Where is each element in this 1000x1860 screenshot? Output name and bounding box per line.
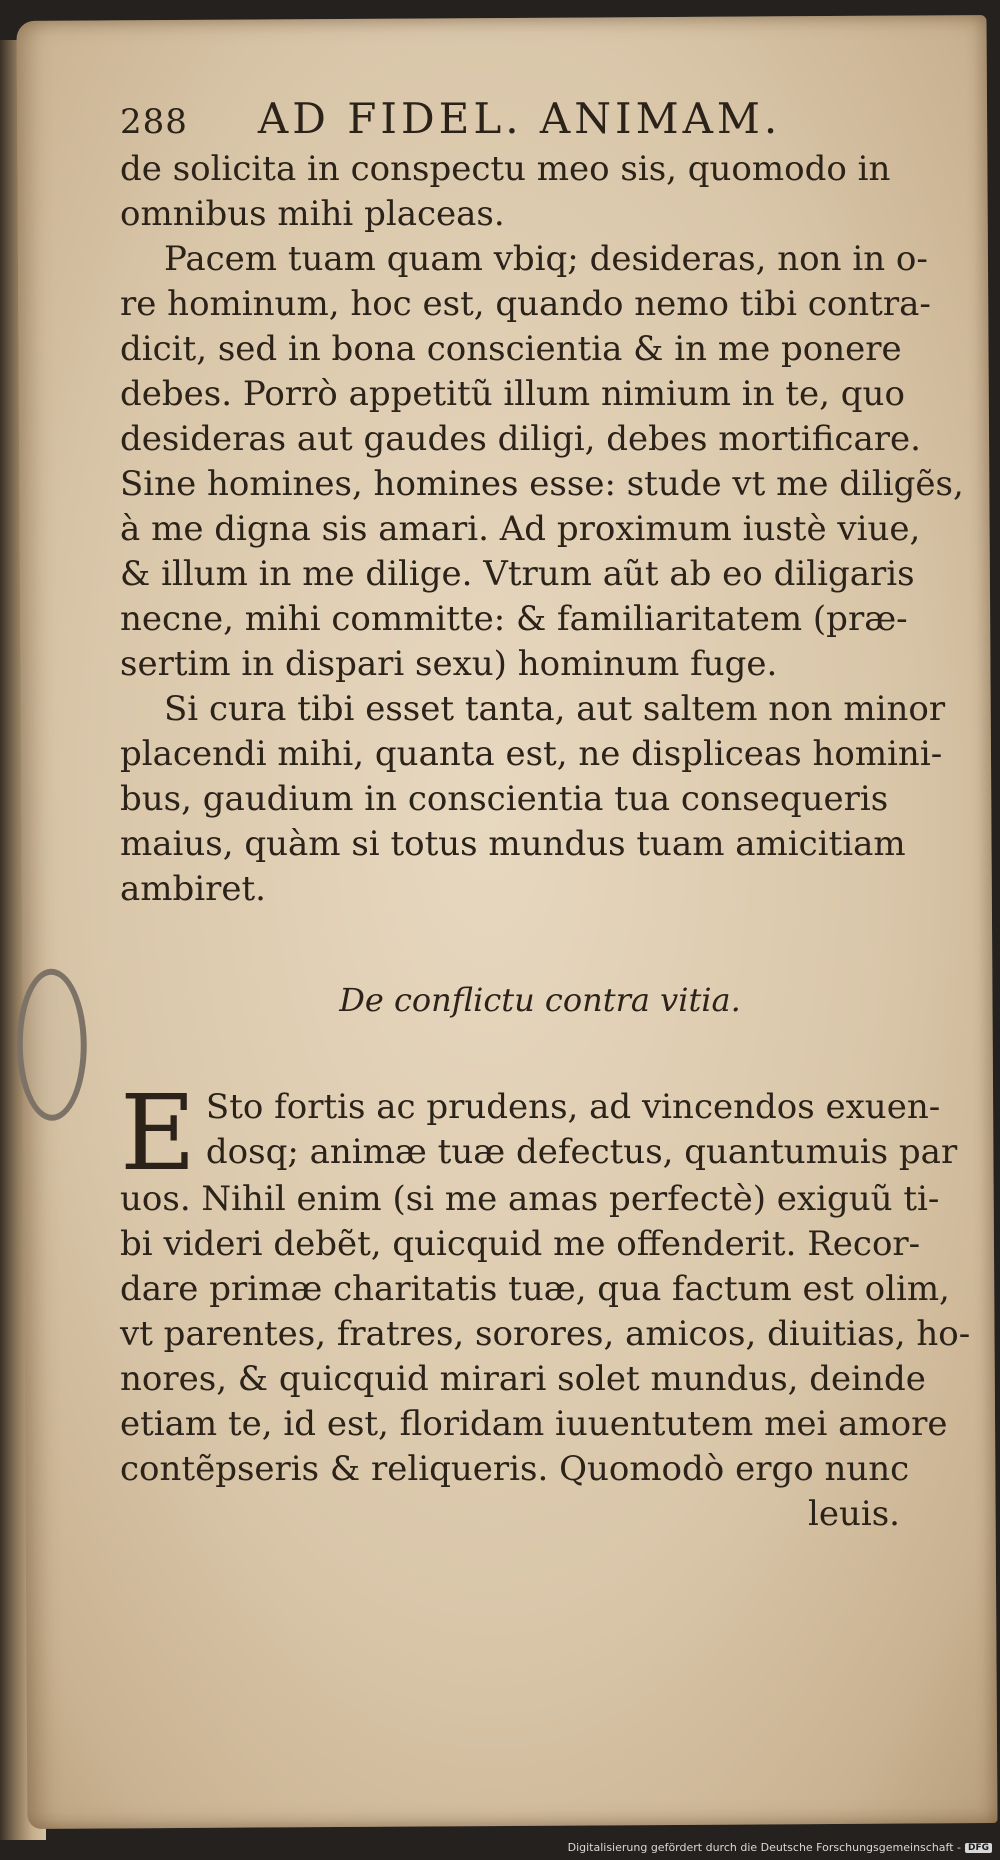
page-text [120, 94, 971, 1537]
text-line: Sto fortis ac prudens, ad vincendos exuen- [205, 1087, 941, 1127]
clasp-ring [16, 969, 87, 1121]
text-line: Sine homines, homines esse: stude vt me diligẽs, [120, 464, 964, 504]
text-line: nores, & quicquid mirari solet mundus, deinde [120, 1359, 926, 1399]
text-line: & illum in me dilige. Vtrum aũt ab eo diligaris [120, 554, 915, 594]
text-line: bus, gaudium in conscientia tua consequeris [120, 779, 889, 819]
section-heading: De conflictu contra vitia. [339, 981, 741, 1019]
text-line: vt parentes, fratres, sorores, amicos, diuitias, ho- [120, 1314, 971, 1354]
text-line: dare primæ charitatis tuæ, qua factum est olim, [120, 1269, 950, 1309]
text-line: sertim in dispari sexu) hominum fuge. [120, 644, 778, 684]
text-line: necne, mihi committe: & familiaritatem (præ- [120, 599, 908, 639]
text-line: omnibus mihi placeas. [120, 194, 505, 234]
credit-text: Digitalisierung gefördert durch die Deutsche Forschungsgemeinschaft - [567, 1841, 961, 1854]
text-line: à me digna sis amari. Ad proximum iustè viue, [120, 509, 921, 549]
text-line: re hominum, hoc est, quando nemo tibi contra- [120, 284, 931, 324]
text-line: placendi mihi, quanta est, ne displiceas homini- [120, 734, 943, 774]
running-head: AD FIDEL. ANIMAM. [257, 94, 782, 143]
text-line: bi videri debẽt, quicquid me offenderit. Recor- [120, 1224, 921, 1264]
running-header [120, 96, 960, 145]
digitization-credit [568, 1841, 992, 1854]
text-line: Si cura tibi esset tanta, aut saltem non minor [164, 689, 946, 729]
text-line: de solicita in conspectu meo sis, quomodo in [120, 149, 891, 189]
text-line: dicit, sed in bona conscientia & in me ponere [120, 329, 902, 369]
text-line: Pacem tuam quam vbiq; desideras, non in o- [164, 239, 928, 279]
dfg-logo: DFG [965, 1843, 992, 1853]
text-line: debes. Porrò appetitũ illum nimium in te, quo [120, 374, 905, 414]
text-line: contẽpseris & reliqueris. Quomodò ergo nunc [120, 1449, 910, 1489]
text-line: maius, quàm si totus mundus tuam amicitiam [120, 824, 906, 864]
drop-cap: E [120, 1072, 196, 1194]
text-line: uos. Nihil enim (si me amas perfectè) exiguũ ti- [120, 1179, 940, 1219]
page-number: 288 [120, 102, 188, 142]
paragraph-with-drop-cap [120, 1072, 971, 1492]
text-line: desideras aut gaudes diligi, debes mortificare. [120, 419, 921, 459]
catchword: leuis. [807, 1494, 900, 1534]
text-line: ambiret. [120, 869, 266, 909]
text-line: dosq; animæ tuæ defectus, quantumuis par [205, 1132, 958, 1172]
text-line: etiam te, id est, floridam iuuentutem mei amore [120, 1404, 948, 1444]
